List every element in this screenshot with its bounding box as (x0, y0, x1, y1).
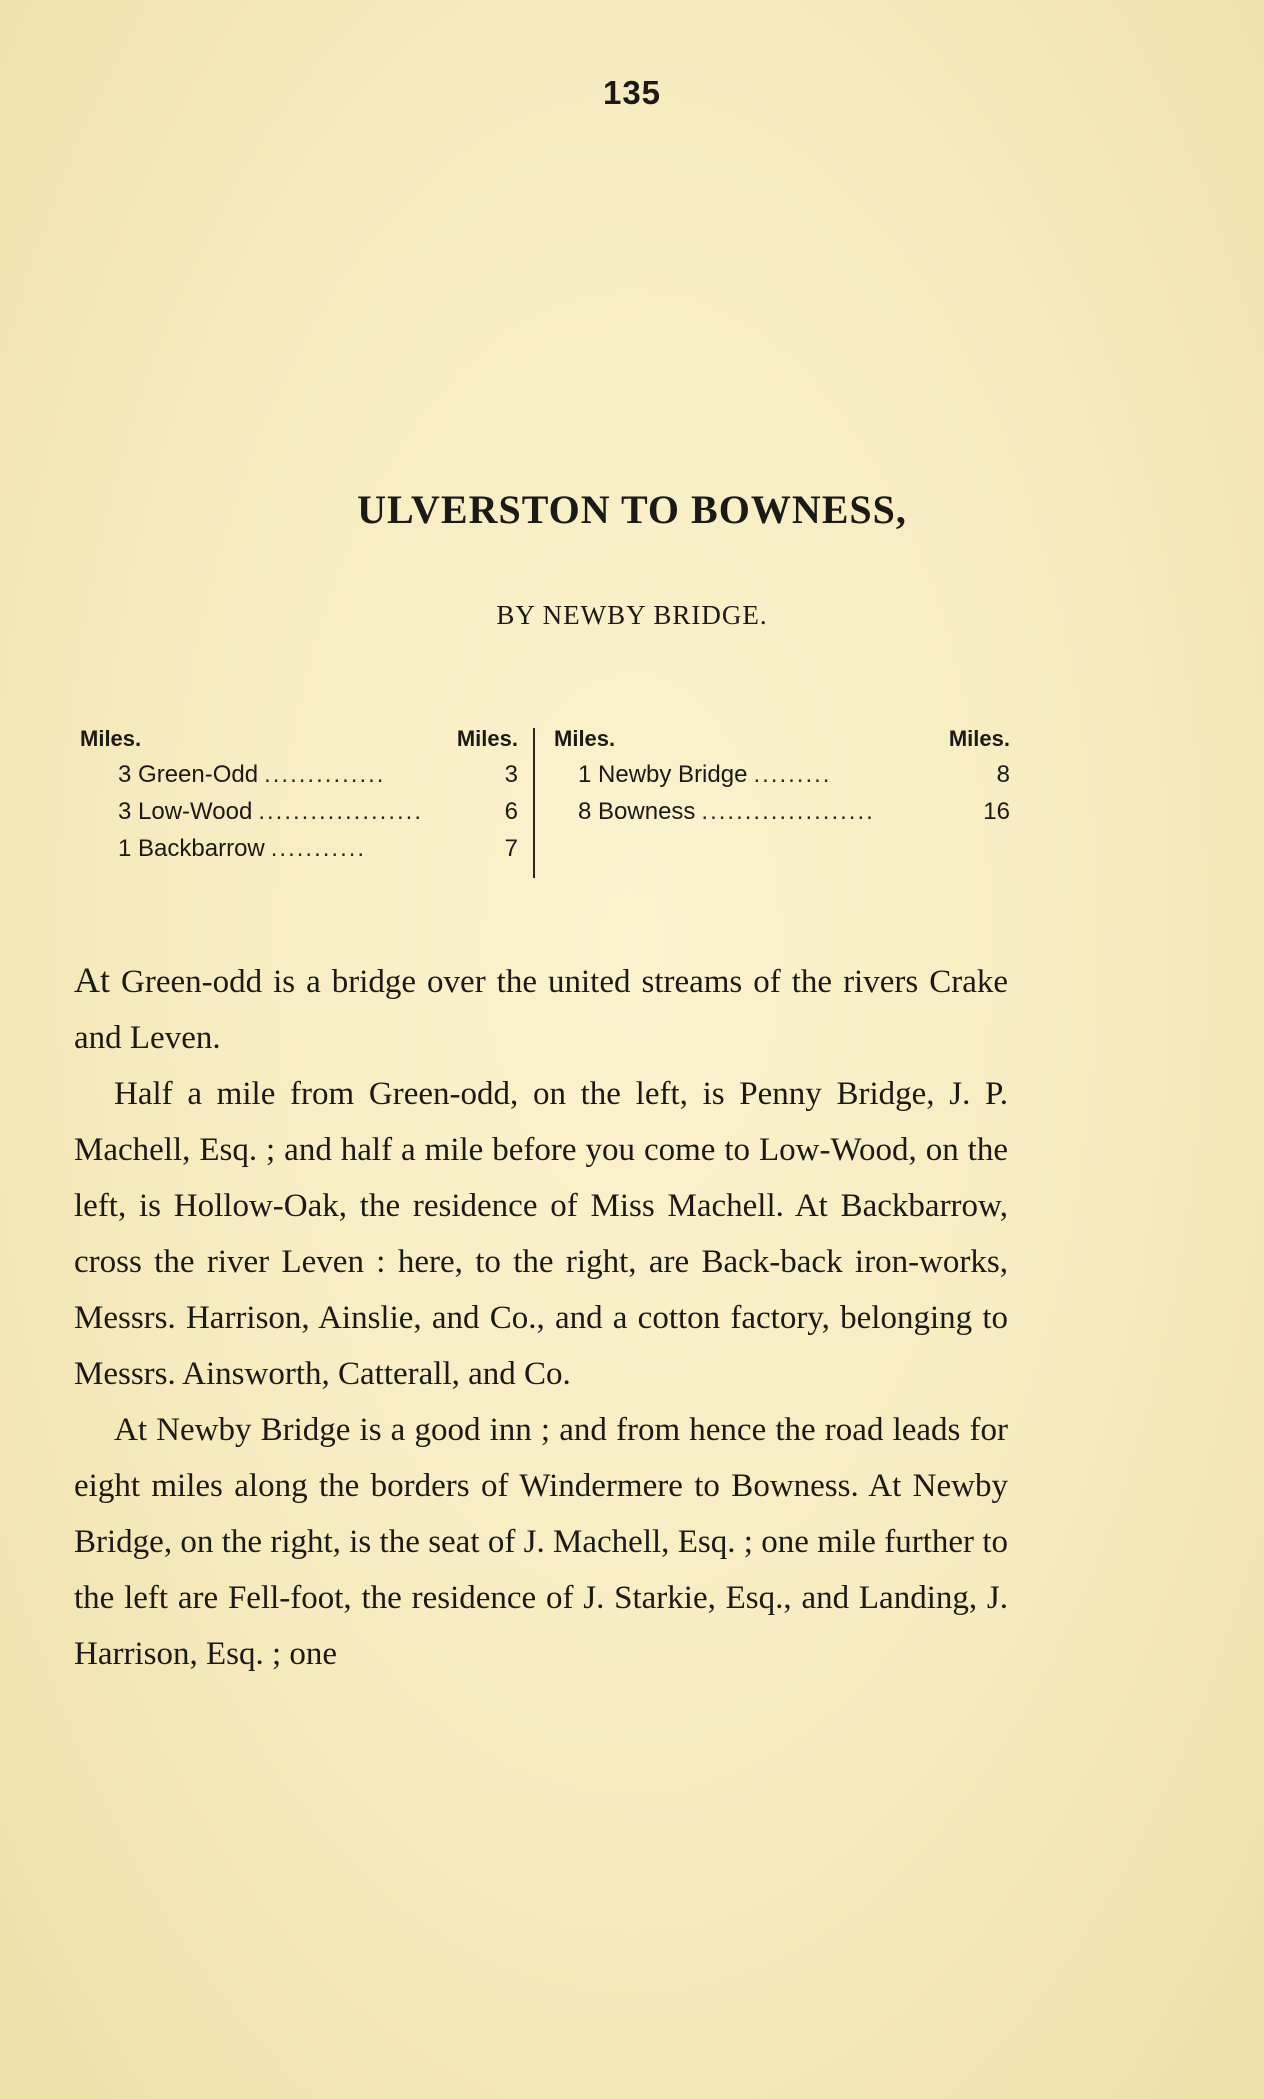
stage-total: 3 (504, 761, 518, 788)
stage-total: 7 (504, 835, 518, 862)
stage-place: Backbarrow (138, 835, 265, 862)
paragraph (74, 952, 1008, 1066)
dot-leader: ........... (270, 835, 367, 862)
paragraph-text: Green-odd is a bridge over the united streams of the rivers Crake and Leven. (74, 964, 1008, 1056)
stage-place: Newby Bridge (598, 761, 748, 788)
mileage-column-right (554, 722, 1010, 830)
dot-leader: .................... (701, 798, 875, 825)
page-number: 135 (602, 74, 662, 111)
stage-miles: 3 (118, 761, 132, 788)
stage-place: Low-Wood (138, 798, 253, 825)
header-stage-miles: Miles. (554, 726, 616, 751)
header-stage-miles: Miles. (80, 726, 142, 751)
stage-miles: 3 (118, 798, 132, 825)
paragraph: Half a mile from Green-odd, on the left, is Penny Bridge, J. P. Machell, Esq. ; and half a mile before you come to Low-Wood, on the left, is Hollow-Oak, the residence of Miss Machell. At Backbarrow, cross the river Leven : here, to the right, are Back-back iron-works, Messrs. Harrison, Ainslie, and Co., and a cotton factory, belonging to Messrs. Ainsworth, Catterall, and Co. (74, 1076, 1008, 1392)
stage-place: Bowness (598, 798, 696, 825)
route-title: ULVERSTON TO BOWNESS, (357, 487, 907, 532)
route-stage (554, 793, 1010, 830)
stage-total: 16 (983, 798, 1010, 825)
dot-leader: ................... (258, 798, 424, 825)
route-stage (80, 756, 518, 793)
paragraph: At Newby Bridge is a good inn ; and from hence the road leads for eight miles along the borders of Windermere to Bowness. At Newby Bridge, on the right, is the seat of J. Machell, Esq. ; one mile further to the left are Fell-foot, the residence of J. Starkie, Esq., and Landing, J. Harrison, Esq. ; one (74, 1412, 1008, 1672)
paragraph-lead-word: At (74, 960, 110, 1000)
stage-miles: 8 (578, 798, 592, 825)
route-stage (80, 830, 518, 867)
header-total-miles: Miles. (948, 726, 1010, 751)
column-divider (533, 728, 535, 878)
stage-place: Green-Odd (138, 761, 259, 788)
stage-total: 6 (504, 798, 518, 825)
route-subtitle: BY NEWBY BRIDGE. (496, 600, 768, 630)
body-text (74, 952, 1008, 1682)
stage-total: 8 (996, 761, 1010, 788)
stage-miles: 1 (578, 761, 592, 788)
route-stage (80, 793, 518, 830)
dot-leader: ......... (753, 761, 832, 788)
column-header (80, 722, 518, 756)
header-total-miles: Miles. (456, 726, 518, 751)
column-header (554, 722, 1010, 756)
mileage-table (80, 722, 1010, 872)
stage-miles: 1 (118, 835, 132, 862)
dot-leader: .............. (264, 761, 386, 788)
mileage-column-left (80, 722, 518, 867)
route-stage (554, 756, 1010, 793)
